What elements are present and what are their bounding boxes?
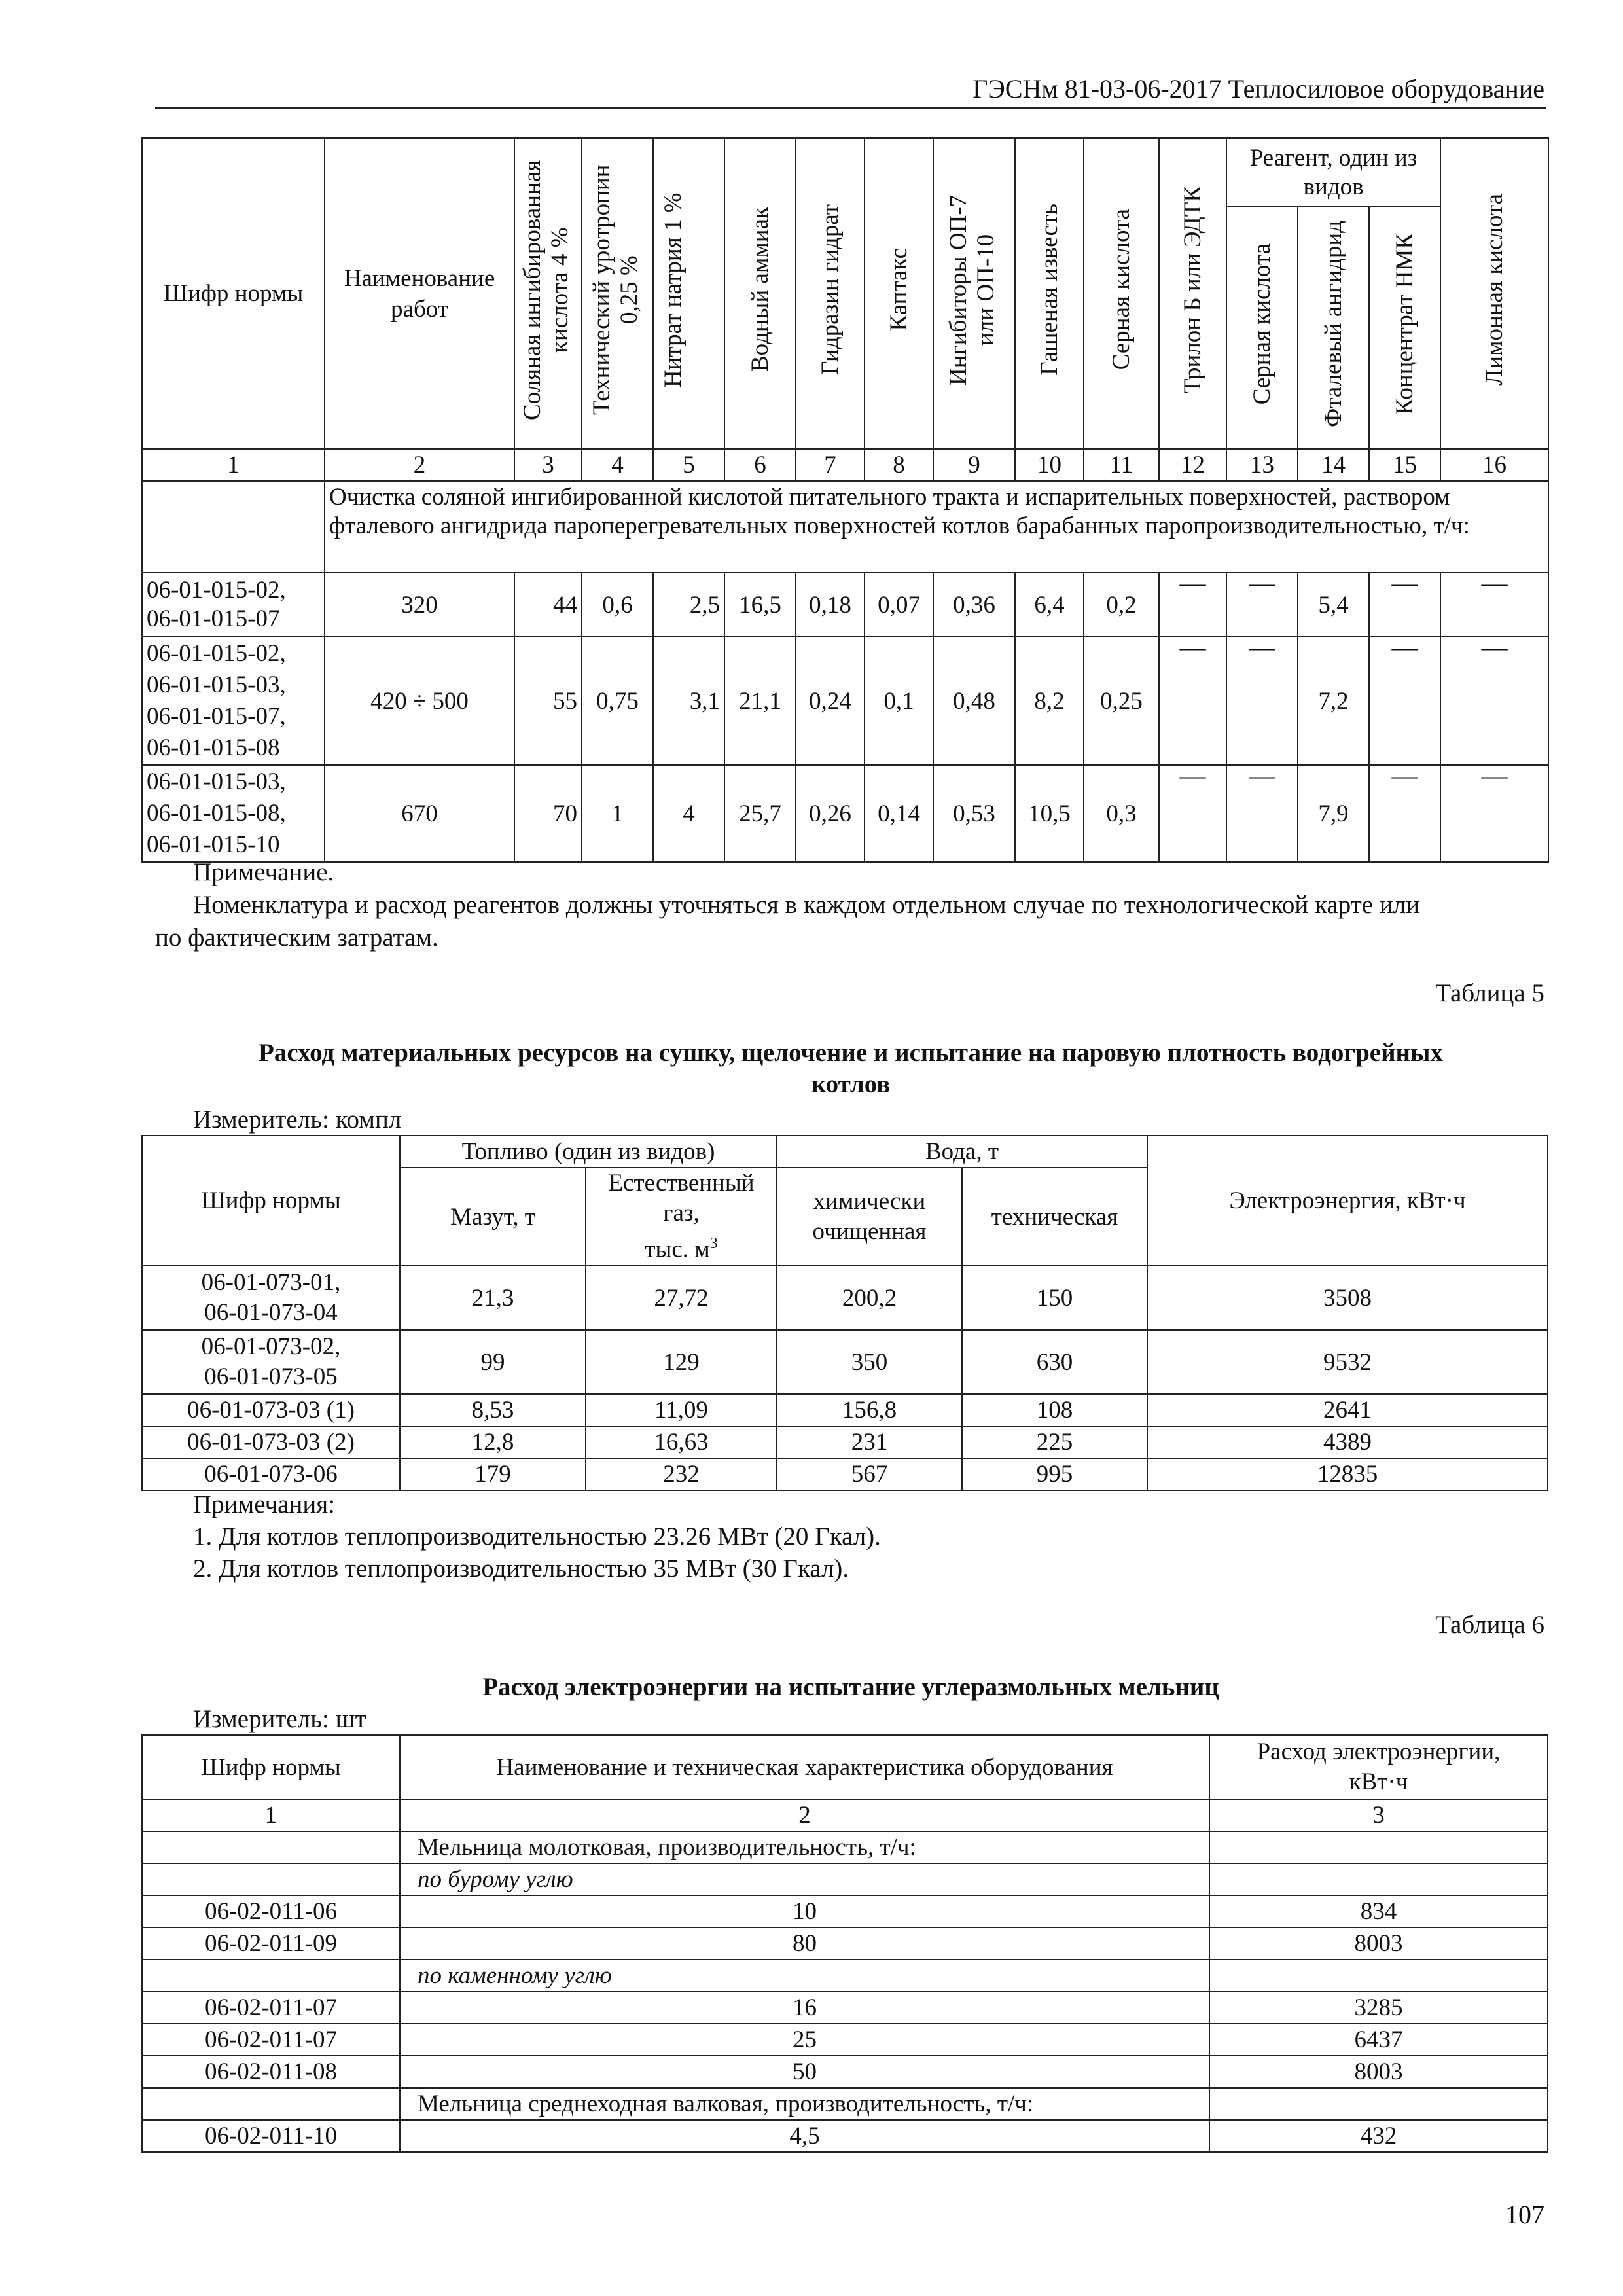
row-code: 06-02-011-06: [142, 1895, 400, 1928]
cell: —: [1159, 765, 1226, 862]
header-c15: Концентрат НМК: [1369, 207, 1440, 449]
header-fuel: Топливо (один из видов): [400, 1136, 777, 1168]
table-row: [142, 2088, 1548, 2120]
cell: 6,4: [1015, 573, 1084, 637]
table-row: [142, 2120, 1548, 2152]
cell-electricity: 3508: [1147, 1266, 1548, 1330]
cell: 670: [325, 765, 514, 862]
cell-gas: 27,72: [586, 1266, 777, 1330]
table-row: [142, 1895, 1548, 1928]
cell-chem: 567: [777, 1458, 962, 1490]
cell-gas: 129: [586, 1330, 777, 1394]
mill-electricity-table: [141, 1734, 1548, 2153]
drying-resources-table: [141, 1135, 1548, 1491]
table6-unit: Измеритель: шт: [193, 1705, 366, 1733]
header-chem-water: химически очищенная: [777, 1168, 962, 1266]
cell-chem: 350: [777, 1330, 962, 1394]
row-code: 06-01-015-02, 06-01-015-03, 06-01-015-07, 06-01-015-08: [142, 637, 325, 765]
reagents-table: [141, 137, 1549, 863]
table6-label: Таблица 6: [1435, 1611, 1544, 1639]
header-tech-water: техническая: [962, 1168, 1147, 1266]
header-c14: Фталевый ангидрид: [1298, 207, 1369, 449]
cell: 2,5: [653, 573, 724, 637]
col-number: 2: [400, 1799, 1209, 1831]
header-c9: Ингибиторы ОП-7 или ОП-10: [933, 138, 1015, 449]
row-value: 3285: [1209, 1992, 1548, 2024]
cell-chem: 200,2: [777, 1266, 962, 1330]
row-value: [1209, 1831, 1548, 1863]
col-number: 2: [325, 449, 514, 481]
row-capacity: 10: [400, 1895, 1209, 1928]
cell: 0,25: [1084, 637, 1159, 765]
cell-mazut: 99: [400, 1330, 586, 1394]
cell-mazut: 179: [400, 1458, 586, 1490]
row-capacity: 25: [400, 2024, 1209, 2056]
cell: 44: [514, 573, 582, 637]
subgroup-label: по бурому углю: [400, 1863, 1209, 1895]
row-value: 834: [1209, 1895, 1548, 1928]
cell: 0,26: [796, 765, 865, 862]
table-row: [142, 1863, 1548, 1895]
table-row: [142, 1426, 1548, 1458]
table-row: [142, 1330, 1548, 1394]
row-capacity: 16: [400, 1992, 1209, 2024]
header-c12: Трилон Б или ЭДТК: [1159, 138, 1226, 449]
row-value: 8003: [1209, 1928, 1548, 1960]
header-name: Наименование и техническая характеристика оборудования: [400, 1735, 1209, 1799]
col-number: 15: [1369, 449, 1440, 481]
cell: —: [1226, 765, 1298, 862]
cell: 0,6: [582, 573, 653, 637]
group-label: Мельница молотковая, производительность, т/ч:: [400, 1831, 1209, 1863]
cell: —: [1440, 573, 1548, 637]
section-spacer: [142, 481, 325, 573]
row-code: 06-02-011-07: [142, 1992, 400, 2024]
cell-tech: 150: [962, 1266, 1147, 1330]
cell: 10,5: [1015, 765, 1084, 862]
col-number: 4: [582, 449, 653, 481]
cell-electricity: 9532: [1147, 1330, 1548, 1394]
cell-chem: 156,8: [777, 1394, 962, 1426]
cell: 55: [514, 637, 582, 765]
col-number: 9: [933, 449, 1015, 481]
row-code: 06-01-073-01, 06-01-073-04: [142, 1266, 400, 1330]
table5-unit: Измеритель: компл: [193, 1105, 402, 1134]
row-value: 432: [1209, 2120, 1548, 2152]
cell-electricity: 4389: [1147, 1426, 1548, 1458]
cell: —: [1369, 637, 1440, 765]
header-c11: Серная кислота: [1084, 138, 1159, 449]
cell: 0,07: [865, 573, 933, 637]
cell: —: [1159, 573, 1226, 637]
table-row: [142, 1394, 1548, 1426]
header-electricity: Расход электроэнергии, кВт·ч: [1209, 1735, 1548, 1799]
col-number: 1: [142, 449, 325, 481]
header-c3: Соляная ингибированная кислота 4 %: [514, 138, 582, 449]
page-number: 107: [1505, 2200, 1544, 2229]
row-value: 8003: [1209, 2056, 1548, 2088]
row-capacity: 50: [400, 2056, 1209, 2088]
cell-gas: 11,09: [586, 1394, 777, 1426]
page-header-title: ГЭСНм 81-03-06-2017 Теплосиловое оборудование: [972, 74, 1544, 103]
table-row: [142, 637, 1548, 765]
row-code: [142, 1863, 400, 1895]
cell: —: [1369, 573, 1440, 637]
cell: 0,1: [865, 637, 933, 765]
cell: 0,2: [1084, 573, 1159, 637]
header-c4: Технический уротропин 0,25 %: [582, 138, 653, 449]
cell: 5,4: [1298, 573, 1369, 637]
cell: 7,9: [1298, 765, 1369, 862]
cell: 0,53: [933, 765, 1015, 862]
row-code: 06-01-073-03 (2): [142, 1426, 400, 1458]
cell: —: [1440, 637, 1548, 765]
header-c13: Серная кислота: [1226, 207, 1298, 449]
table5-notes-title: Примечания:: [193, 1490, 335, 1518]
cell: 8,2: [1015, 637, 1084, 765]
header-c5: Нитрат натрия 1 %: [653, 138, 724, 449]
header-electricity: Электроэнергия, кВт·ч: [1147, 1136, 1548, 1266]
header-water: Вода, т: [777, 1136, 1147, 1168]
header-c10: Гашеная известь: [1015, 138, 1084, 449]
cell: 420 ÷ 500: [325, 637, 514, 765]
column-number-row: [142, 1799, 1548, 1831]
table5-title: Расход материальных ресурсов на сушку, щелочение и испытание на паровую плотность водогрейных котлов: [259, 1039, 1443, 1098]
header-gas: Естественный газ, тыс. $м^3$: [586, 1168, 777, 1266]
header-c16: Лимонная кислота: [1440, 138, 1548, 449]
col-number: 16: [1440, 449, 1548, 481]
cell: 320: [325, 573, 514, 637]
table-row: [142, 1928, 1548, 1960]
row-code: 06-02-011-07: [142, 2024, 400, 2056]
cell: —: [1369, 765, 1440, 862]
cell-gas: 232: [586, 1458, 777, 1490]
cell-electricity: 12835: [1147, 1458, 1548, 1490]
row-code: 06-02-011-10: [142, 2120, 400, 2152]
table6-title: Расход электроэнергии на испытание углеразмольных мельниц: [482, 1673, 1219, 1701]
cell: —: [1226, 637, 1298, 765]
cell: 4: [653, 765, 724, 862]
cell-mazut: 8,53: [400, 1394, 586, 1426]
col-number: 10: [1015, 449, 1084, 481]
row-value: [1209, 1960, 1548, 1992]
header-code: Шифр нормы: [142, 1735, 400, 1799]
cell: 16,5: [724, 573, 796, 637]
column-number-row: [142, 449, 1548, 481]
row-value: 6437: [1209, 2024, 1548, 2056]
cell-tech: 225: [962, 1426, 1147, 1458]
row-code: [142, 2088, 400, 2120]
cell-tech: 630: [962, 1330, 1147, 1394]
col-number: 3: [1209, 1799, 1548, 1831]
col-number: 6: [724, 449, 796, 481]
col-number: 11: [1084, 449, 1159, 481]
header-code: Шифр нормы: [142, 138, 325, 449]
header-rule: [155, 107, 1546, 109]
table-row: [142, 573, 1548, 637]
row-code: 06-01-015-03, 06-01-015-08, 06-01-015-10: [142, 765, 325, 862]
row-code: 06-01-015-02, 06-01-015-07: [142, 573, 325, 637]
cell: —: [1159, 637, 1226, 765]
cell-tech: 108: [962, 1394, 1147, 1426]
table5-label: Таблица 5: [1435, 979, 1544, 1007]
cell-mazut: 12,8: [400, 1426, 586, 1458]
col-number: 7: [796, 449, 865, 481]
header-c8: Каптакс: [865, 138, 933, 449]
table-row: [142, 765, 1548, 862]
col-number: 1: [142, 1799, 400, 1831]
col-number: 12: [1159, 449, 1226, 481]
header-c7: Гидразин гидрат: [796, 138, 865, 449]
cell: 0,48: [933, 637, 1015, 765]
cell: 0,3: [1084, 765, 1159, 862]
header-c6: Водный аммиак: [724, 138, 796, 449]
group-label: Мельница среднеходная валковая, производительность, т/ч:: [400, 2088, 1209, 2120]
cell: 70: [514, 765, 582, 862]
row-code: 06-02-011-08: [142, 2056, 400, 2088]
cell-chem: 231: [777, 1426, 962, 1458]
row-capacity: 80: [400, 1928, 1209, 1960]
cell: —: [1226, 573, 1298, 637]
cell-tech: 995: [962, 1458, 1147, 1490]
table-row: [142, 1992, 1548, 2024]
row-code: [142, 1831, 400, 1863]
table4-note-title: Примечание.: [193, 858, 334, 886]
cell-mazut: 21,3: [400, 1266, 586, 1330]
cell: —: [1440, 765, 1548, 862]
table-row: [142, 1831, 1548, 1863]
row-value: [1209, 2088, 1548, 2120]
section-heading: Очистка соляной ингибированной кислотой питательного тракта и испарительных поверхностей, раствором фталевого ангидрида пароперегревательных поверхностей котлов барабанных паропроизводительностью, т/ч:: [325, 481, 1548, 573]
table5-note-1: 1. Для котлов теплопроизводительностью 23.26 МВт (20 Гкал).: [193, 1522, 881, 1551]
table-row: [142, 1266, 1548, 1330]
col-number: 14: [1298, 449, 1369, 481]
header-code: Шифр нормы: [142, 1136, 400, 1266]
table-row: [142, 2056, 1548, 2088]
cell: 21,1: [724, 637, 796, 765]
cell: 3,1: [653, 637, 724, 765]
col-number: 13: [1226, 449, 1298, 481]
col-number: 5: [653, 449, 724, 481]
col-number: 3: [514, 449, 582, 481]
row-code: 06-02-011-09: [142, 1928, 400, 1960]
table4-note-text: Номенклатура и расход реагентов должны уточняться в каждом отдельном случае по технологической карте или по фактическим затратам.: [155, 891, 1420, 952]
cell: 25,7: [724, 765, 796, 862]
row-code: 06-01-073-03 (1): [142, 1394, 400, 1426]
row-capacity: 4,5: [400, 2120, 1209, 2152]
cell: 7,2: [1298, 637, 1369, 765]
header-name: Наименование работ: [325, 138, 514, 449]
row-code: 06-01-073-02, 06-01-073-05: [142, 1330, 400, 1394]
cell: 0,75: [582, 637, 653, 765]
table5-note-2: 2. Для котлов теплопроизводительностью 35 МВт (30 Гкал).: [193, 1554, 849, 1583]
table-row: [142, 1458, 1548, 1490]
header-reagent-group: Реагент, один из видов: [1226, 138, 1440, 207]
cell-gas: 16,63: [586, 1426, 777, 1458]
cell: 0,14: [865, 765, 933, 862]
row-code: 06-01-073-06: [142, 1458, 400, 1490]
subgroup-label: по каменному углю: [400, 1960, 1209, 1992]
table-row: [142, 1960, 1548, 1992]
cell-electricity: 2641: [1147, 1394, 1548, 1426]
row-value: [1209, 1863, 1548, 1895]
cell: 0,24: [796, 637, 865, 765]
row-code: [142, 1960, 400, 1992]
cell: 1: [582, 765, 653, 862]
table-row: [142, 2024, 1548, 2056]
header-mazut: Мазут, т: [400, 1168, 586, 1266]
col-number: 8: [865, 449, 933, 481]
cell: 0,18: [796, 573, 865, 637]
table5-notes: [193, 1488, 881, 1585]
cell: 0,36: [933, 573, 1015, 637]
